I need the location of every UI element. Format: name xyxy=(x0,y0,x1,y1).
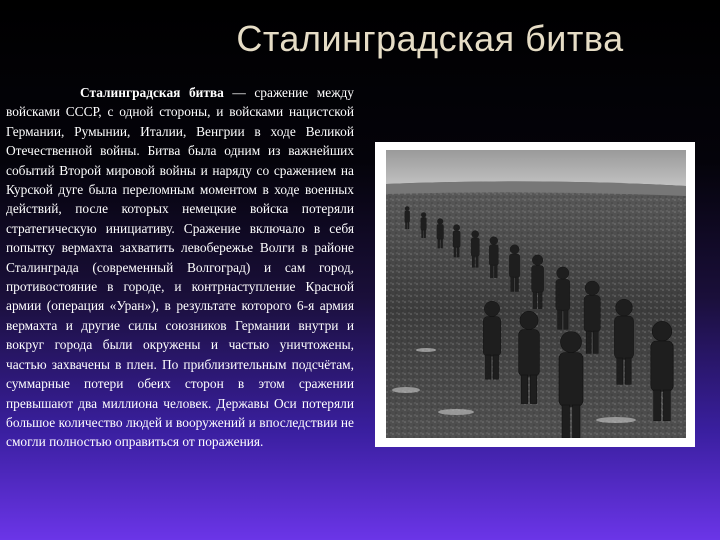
soldiers-marching-photo xyxy=(386,150,686,438)
body-lead-term: Сталинградская битва xyxy=(80,85,224,100)
slide-body-text xyxy=(6,83,354,452)
photo-frame xyxy=(375,142,695,447)
slide-title: Сталинградская битва xyxy=(236,18,624,59)
body-paragraph: — сражение между войсками СССР, с одной стороны, и войсками нацистской Германии, Румынии, Италии, Венгрии в ходе Великой Отечественной войны. Битва была одним из важнейших событий Второй мировой войны и наряду со сражением на Курской дуге была переломным моментом в ходе военных действий, после которых немецкие войска потеряли стратегическую инициативу. Сражение включало в себя попытку вермахта захватить левобережье Волги в районе Сталинграда (современный Волгоград) и сам город, противостояние в городе, и контрнаступление Красной армии (операция «Уран»), в результате которого 6-я армия вермахта и другие силы союзников Германии внутри и вокруг города были окружены и частью уничтожены, частью захвачены в плен. По приблизительным подсчётам, суммарные потери обеих сторон в этом сражении превышают два миллиона человек. Державы Оси потеряли большое количество людей и вооружений и впоследствии не смогли полностью оправиться от поражения. xyxy=(6,85,354,450)
